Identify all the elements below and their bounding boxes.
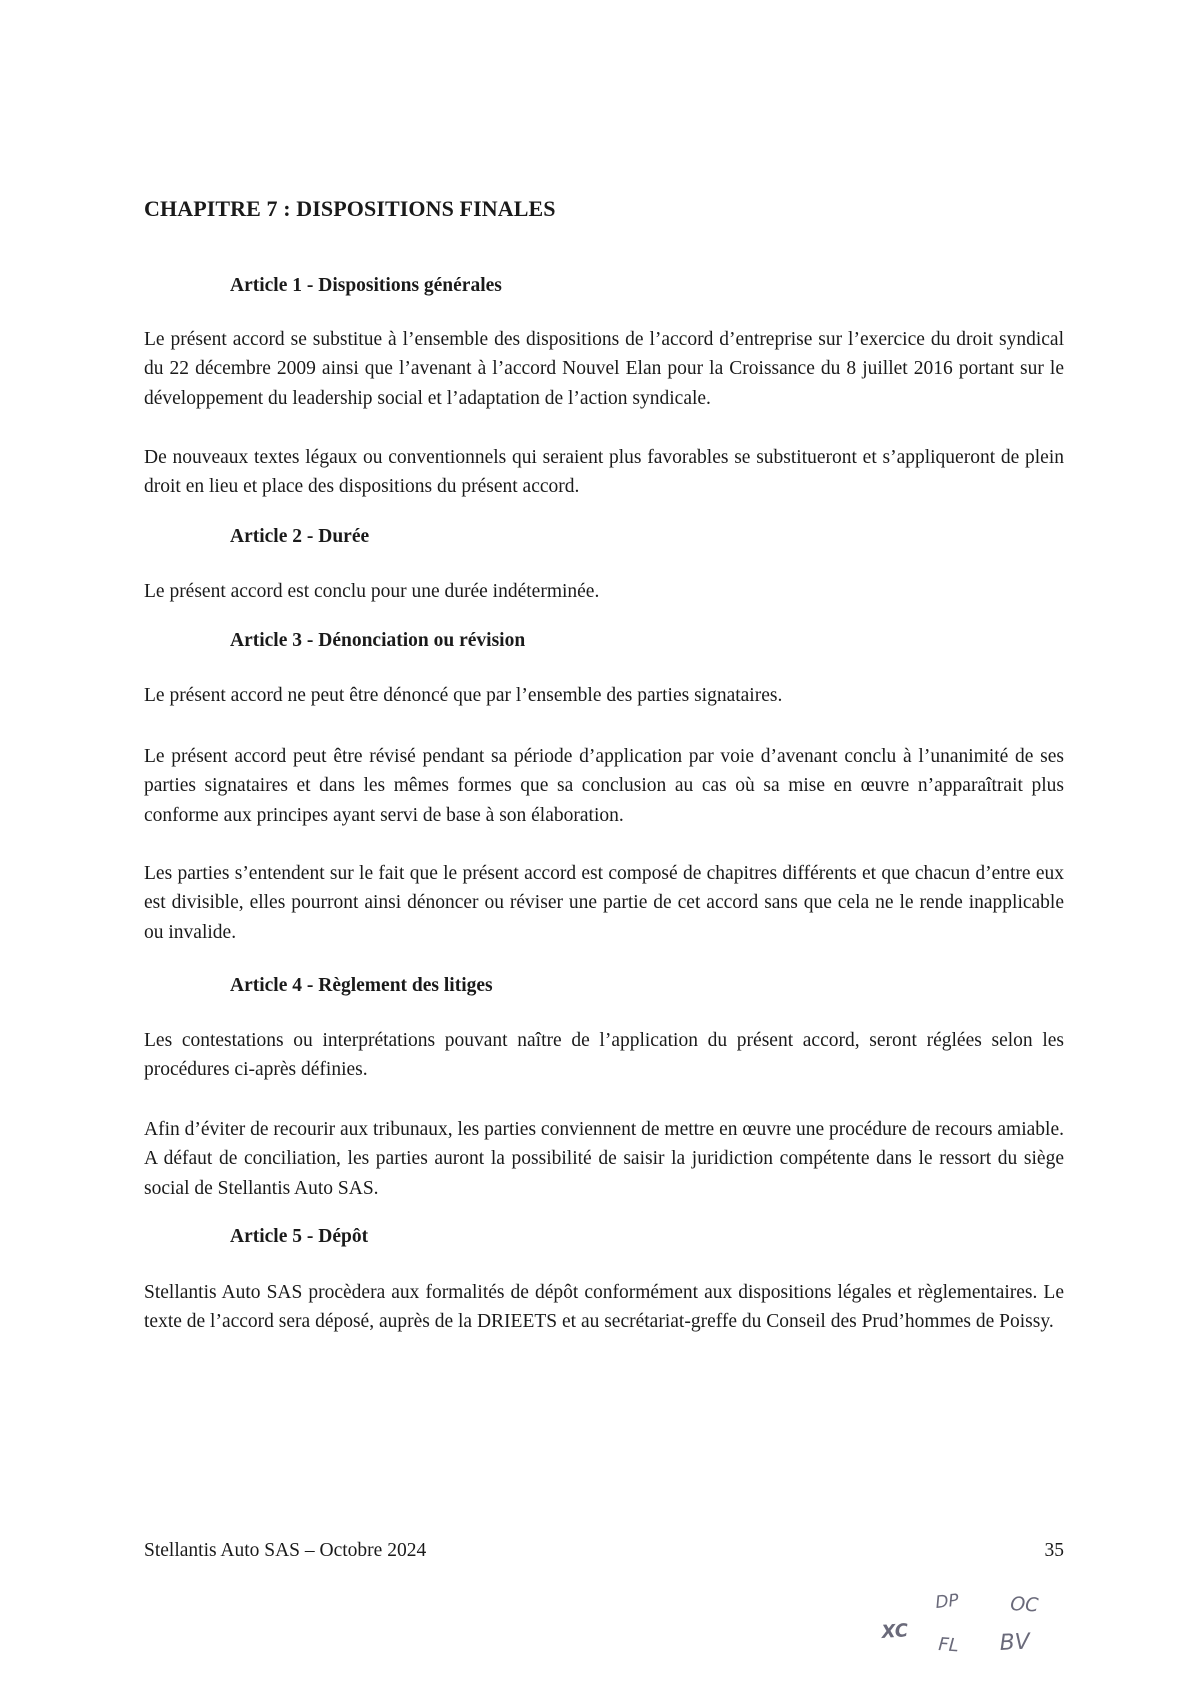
page-number: 35: [1044, 1540, 1064, 1561]
article-1-heading: Article 1 - Dispositions générales: [230, 275, 502, 296]
article-2-paragraph-1: Le présent accord est conclu pour une durée indéterminée.: [144, 581, 600, 602]
article-5-paragraph-1: Stellantis Auto SAS procèdera aux formalités de dépôt conformément aux dispositions légales et règlementaires. Le texte de l’accord sera déposé, auprès de la DRIEETS et au secrétariat-greffe du Conseil des Prud’hommes de Poissy.: [144, 1282, 1064, 1333]
article-4-heading: Article 4 - Règlement des litiges: [230, 975, 493, 996]
article-3-paragraph-3: Les parties s’entendent sur le fait que le présent accord est composé de chapitres différents et que chacun d’entre eux est divisible, elles pourront ainsi dénoncer ou réviser une partie de cet accord sans que cela ne le rende inapplicable ou invalide.: [144, 863, 1064, 943]
article-5-heading: Article 5 - Dépôt: [230, 1226, 369, 1247]
initials-bv: BV: [999, 1629, 1031, 1656]
article-1-paragraph-2: De nouveaux textes légaux ou conventionnels qui seraient plus favorables se substitueront et s’appliqueront de plein droit en lieu et place des dispositions du présent accord.: [144, 447, 1064, 498]
initials-oc: OC: [1009, 1593, 1040, 1617]
chapter-title: CHAPITRE 7 : DISPOSITIONS FINALES: [144, 196, 556, 221]
article-4-paragraph-2: Afin d’éviter de recourir aux tribunaux, les parties conviennent de mettre en œuvre une procédure de recours amiable. A défaut de conciliation, les parties auront la possibilité de saisir la juridiction compétente dans le ressort du siège social de Stellantis Auto SAS.: [144, 1119, 1064, 1199]
article-1-paragraph-1: Le présent accord se substitue à l’ensemble des dispositions de l’accord d’entreprise sur l’exercice du droit syndical du 22 décembre 2009 ainsi que l’avenant à l’accord Nouvel Elan pour la Croissance du 8 juillet 2016 portant sur le développement du leadership social et l’adaptation de l’action syndicale.: [144, 329, 1064, 409]
article-3-paragraph-1: Le présent accord ne peut être dénoncé que par l’ensemble des parties signataires.: [144, 685, 783, 706]
initials-fl: FL: [937, 1634, 960, 1657]
article-2-heading: Article 2 - Durée: [230, 526, 370, 547]
article-4-paragraph-1: Les contestations ou interprétations pouvant naître de l’application du présent accord, seront réglées selon les procédures ci-après définies.: [144, 1030, 1064, 1081]
initials-dp: DP: [934, 1590, 960, 1613]
handwritten-initials: [870, 1580, 1080, 1680]
footer-company-date: Stellantis Auto SAS – Octobre 2024: [144, 1540, 427, 1561]
initials-xc: XC: [880, 1620, 909, 1643]
article-3-heading: Article 3 - Dénonciation ou révision: [230, 630, 526, 651]
article-3-paragraph-2: Le présent accord peut être révisé pendant sa période d’application par voie d’avenant conclu à l’unanimité de ses parties signataires et dans les mêmes formes que sa conclusion au cas où sa mise en œuvre n’apparaîtrait plus conforme aux principes ayant servi de base à son élaboration.: [144, 746, 1064, 826]
